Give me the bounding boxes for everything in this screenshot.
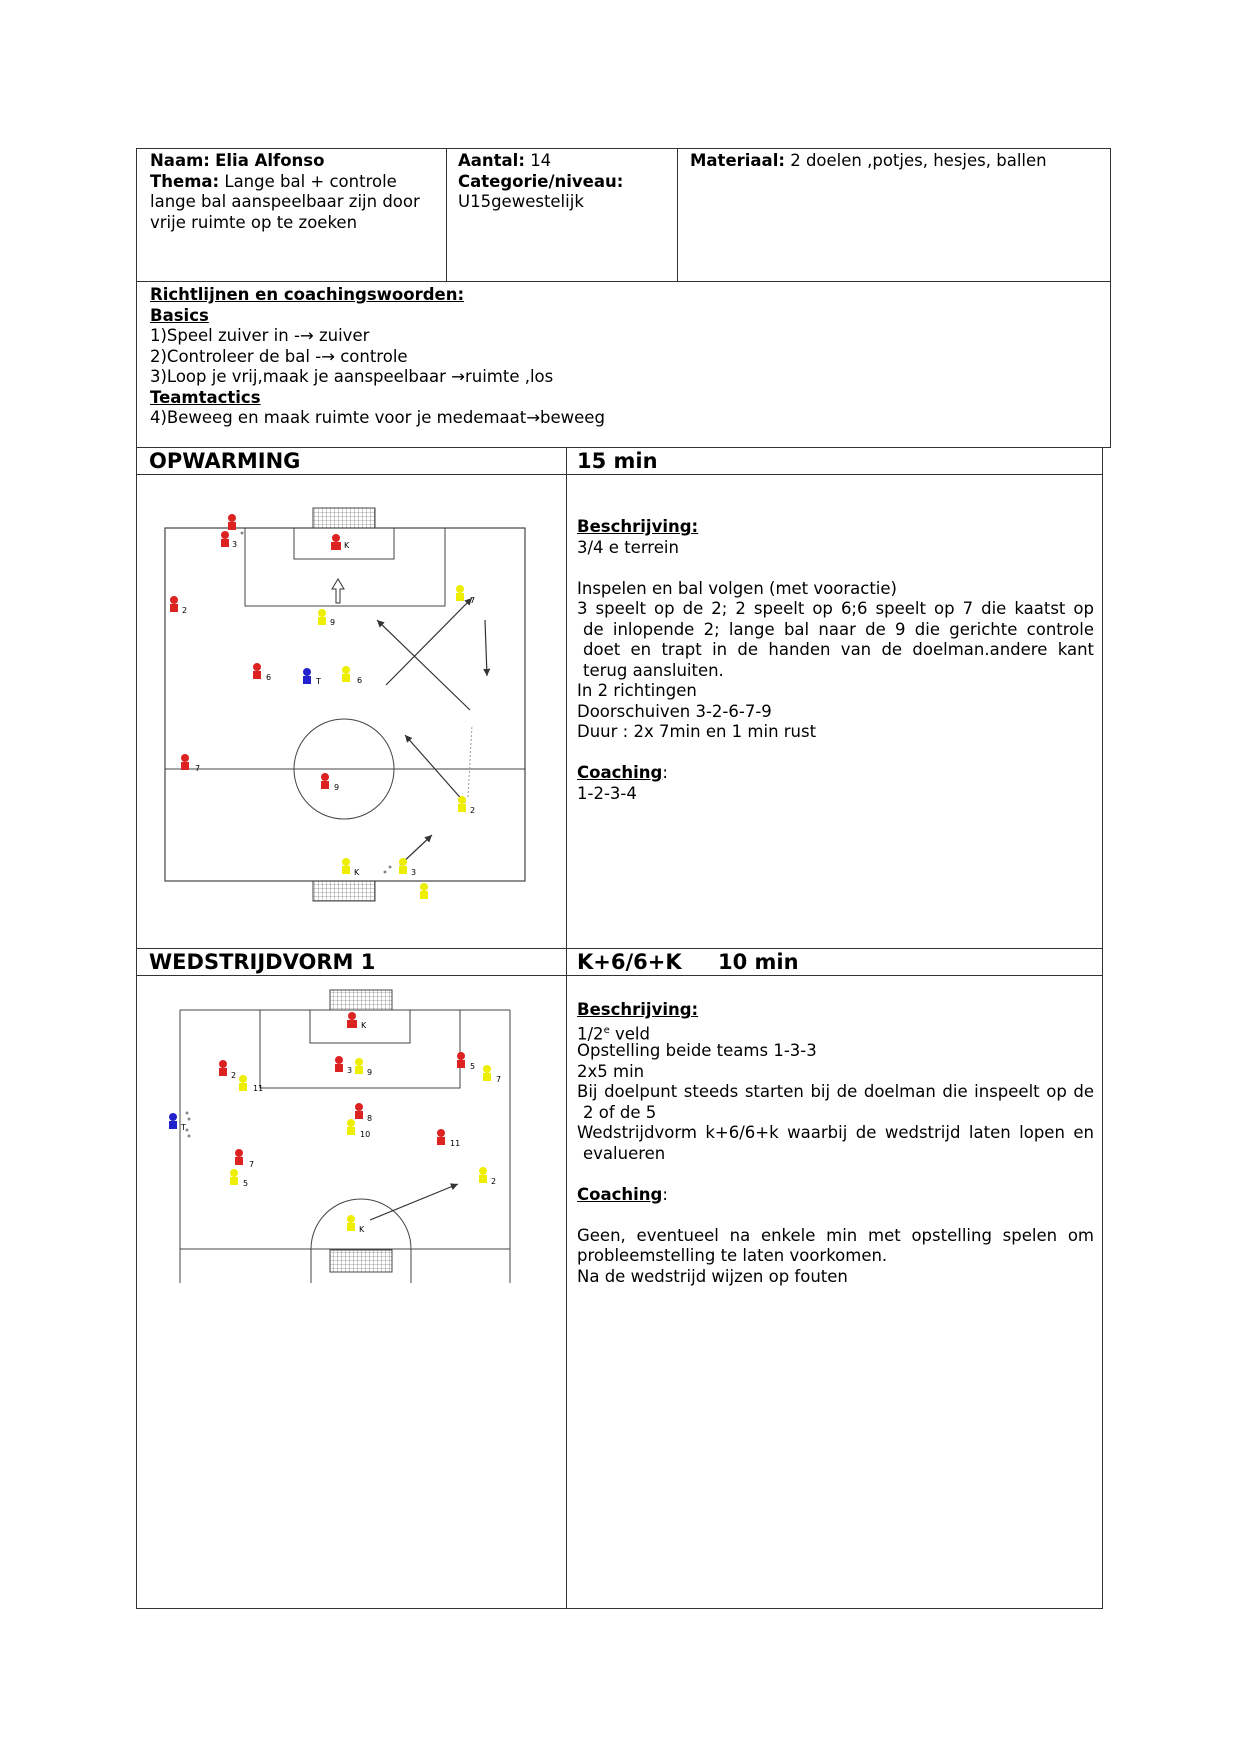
wedstrijd-header-divider [136,975,1103,976]
categorie-label: Categorie/niveau: [458,171,624,191]
wedstrijd-doelpunt-2: 2 of de 5 [583,1102,657,1122]
materiaal-label: Materiaal: [690,151,785,170]
keeper-red [347,1012,357,1028]
red-player [228,514,236,530]
yellow-player [456,585,464,601]
opwarming-beschrijving-label: Beschrijving: [577,517,699,536]
center-circle [311,1199,411,1249]
red-player [335,1056,343,1072]
run-arrow [485,620,487,676]
ball [241,532,244,535]
player-label: K [361,1021,367,1030]
ball [384,871,387,874]
player-label: K [359,1225,365,1234]
red-player [457,1052,465,1068]
wedstrijd-coaching-1: Geen, eventueel na enkele min met opstelling spelen om [577,1225,1094,1245]
opwarming-coaching-colon: : [662,763,668,782]
wedstrijd-doelpunt-1: Bij doelpunt steeds starten bij de doelman die inspeelt op de [577,1082,1094,1101]
red-player [181,754,189,770]
ball [188,1135,191,1138]
materiaal-value: 2 doelen ,potjes, hesjes, ballen [790,151,1047,170]
info-row-divider [136,281,1111,282]
ball [186,1112,189,1115]
keeper-red [331,534,341,550]
red-player [219,1060,227,1076]
wedstrijdvorm-format: K+6/6+K [577,950,682,974]
player-label: 9 [334,783,340,792]
ball [188,1118,191,1121]
wedstrijd-coaching-2: probleemstelling te laten voorkomen. [577,1246,888,1265]
player-label: 2 [231,1071,237,1080]
exercise-col-divider [566,447,567,1609]
teamtactics-item: 4)Beweeg en maak ruimte voor je medemaat→beweeg [150,408,605,427]
player-label: 6 [266,673,272,682]
red-player [355,1103,363,1119]
wedstrijd-coaching-label: Coaching [577,1184,663,1204]
yellow-player [399,858,407,874]
player-label: 11 [450,1139,461,1148]
yellow-player [420,883,428,899]
player-label: 2 [470,806,476,815]
wedstrijd-top-divider [136,948,1103,949]
player-label: 2 [491,1177,497,1186]
player-label: 9 [367,1068,373,1077]
opwarming-after-3: Duur : 2x 7min en 1 min rust [577,722,817,741]
player-label: T [181,1123,186,1132]
player-label: 11 [253,1084,264,1093]
field-outline [165,528,525,881]
categorie-value: U15gewestelijk [458,192,584,211]
red-player [170,596,178,612]
player-label: 7 [496,1075,502,1084]
thema-line [150,172,397,192]
wedstrijdvorm-title: WEDSTRIJDVORM 1 [149,950,376,974]
goal-net-bottom [313,881,375,901]
keeper-yellow [342,858,350,874]
blue-player [169,1113,177,1129]
thema-value-line-3: vrije ruimte op te zoeken [150,212,358,232]
ball [389,866,392,869]
keeper-label: K [344,541,350,550]
opwarming-title: OPWARMING [149,449,301,473]
aantal-value: 14 [530,151,552,170]
pass-arrow [370,1184,458,1220]
penalty-area [245,528,445,606]
wedstrijd-vorm-1: Wedstrijdvorm k+6/6+k waarbij de wedstrijd laten lopen en [577,1123,1094,1142]
opwarming-duration: 15 min [577,449,658,473]
opwarming-just-2: de inlopende 2; lange bal naar de 9 die gerichte controle [583,619,1094,639]
opwarming-just-4: terug aansluiten. [583,660,724,680]
wedstrijd-vorm-2: evalueren [583,1143,666,1163]
player-label: 7 [249,1160,255,1169]
yellow-player [483,1065,491,1081]
naam-label: Naam: [150,151,210,170]
teamtactics-title: Teamtactics [150,387,261,407]
opwarming-just-3: doet en trapt in de handen van de doelman.andere kant [583,640,1094,659]
keeper-label: K [354,868,360,877]
hollow-arrow [332,579,344,603]
red-player [437,1129,445,1145]
wedstrijdvorm-duration: 10 min [718,950,799,974]
thema-value-line-2: lange bal aanspeelbaar zijn door [150,192,420,211]
goal-area [310,1010,410,1043]
player-label: 7 [470,596,476,605]
yellow-player [239,1075,247,1091]
player-label: 3 [411,868,417,877]
keeper-yellow [347,1215,355,1231]
naam-value: Elia Alfonso [215,151,325,170]
opwarming-pitch-diagram [150,500,550,920]
opwarming-after-1: In 2 richtingen [577,681,697,700]
opwarming-coaching-label: Coaching [577,763,663,782]
richtlijnen-title: Richtlijnen en coachingswoorden: [150,285,465,304]
thema-value: Lange bal + controle [224,171,397,191]
player-label: 3 [347,1066,353,1075]
player-label: 5 [470,1062,476,1071]
info-divider-2 [677,148,678,282]
dotted-run [468,725,472,797]
red-player [321,773,329,789]
red-player [221,531,229,547]
yellow-player [230,1169,238,1185]
player-label: 9 [330,618,336,627]
wedstrijd-beschrijving-label: Beschrijving: [577,1000,699,1019]
wedstrijd-line-1: Opstelling beide teams 1-3-3 [577,1041,817,1060]
blue-player [303,668,311,684]
penalty-area [260,1010,460,1088]
yellow-player [479,1167,487,1183]
red-player [253,663,261,679]
player-label: T [316,677,321,686]
basics-item-1: 1)Speel zuiver in -→ zuiver [150,326,370,345]
aantal-line [458,151,551,171]
veld-word: veld [609,1024,650,1043]
yellow-player [458,796,466,812]
veld-superscript: e [603,1024,610,1036]
wedstrijd-coaching-line [577,1185,668,1205]
player-label: 8 [367,1114,373,1123]
yellow-player [347,1119,355,1135]
info-divider-1 [446,148,447,282]
opwarming-line-1: 3/4 e terrein [577,537,679,557]
thema-label: Thema: [150,171,220,191]
yellow-player [342,666,350,682]
veld-fraction: 1/2 [577,1024,604,1043]
goal-net-top [330,990,392,1010]
aantal-label: Aantal: [458,151,525,170]
wedstrijd-coaching-colon: : [662,1184,668,1204]
naam-line [150,151,324,171]
opwarming-after-2: Doorschuiven 3-2-6-7-9 [577,701,772,721]
opwarming-header-divider [136,474,1103,475]
player-label: 6 [357,676,363,685]
goal-net-top [313,508,375,528]
player-label: 2 [182,606,188,615]
pass-arrow [377,620,470,710]
opwarming-line-2: Inspelen en bal volgen (met vooractie) [577,578,897,598]
wedstrijd-coaching-3: Na de wedstrijd wijzen op fouten [577,1266,848,1286]
player-label: 5 [243,1179,249,1188]
wedstrijd-pitch-diagram [165,988,525,1283]
yellow-player [355,1058,363,1074]
ball [186,1129,189,1132]
yellow-player [318,609,326,625]
materiaal-line [690,151,1047,171]
red-player [235,1149,243,1165]
basics-item-2: 2)Controleer de bal -→ controle [150,346,408,366]
basics-title: Basics [150,305,209,325]
wedstrijd-line-2: 2x5 min [577,1061,645,1081]
player-label: 3 [232,540,238,549]
player-label: 10 [360,1130,371,1139]
basics-item-3: 3)Loop je vrij,maak je aanspeelbaar →ruimte ,los [150,367,554,386]
opwarming-just-1: 3 speelt op de 2; 2 speelt op 6;6 speelt op 7 die kaatst op [577,599,1094,618]
player-label: 7 [195,764,201,773]
opwarming-coaching-value: 1-2-3-4 [577,783,637,803]
opwarming-coaching-line [577,763,668,783]
goal-net-bottom [330,1250,392,1272]
